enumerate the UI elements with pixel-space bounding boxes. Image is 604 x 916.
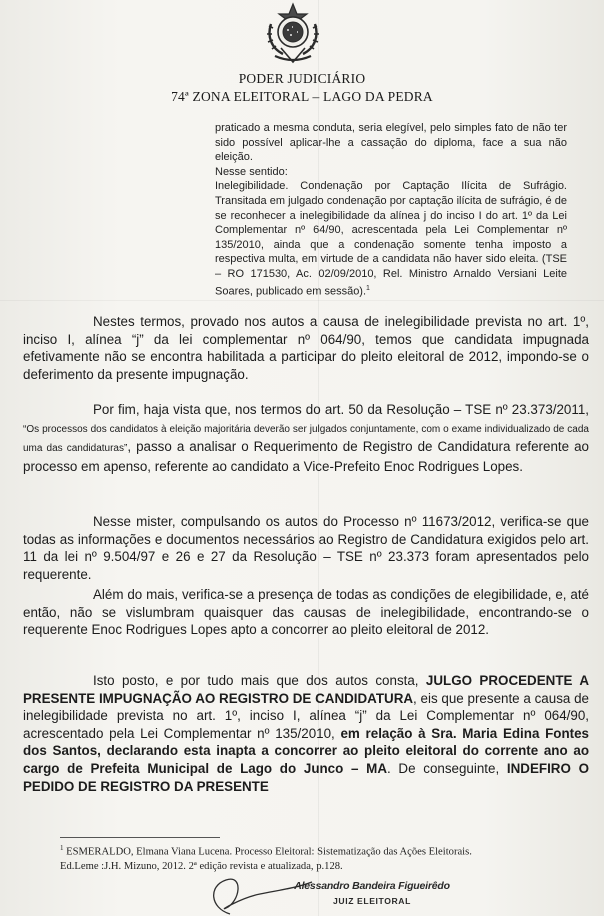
institution-heading: PODER JUDICIÁRIO — [238, 71, 366, 86]
electoral-zone-heading: 74ª ZONA ELEITORAL – LAGO DA PEDRA — [171, 89, 433, 104]
paragraph-text-part: Por fim, haja vista que, nos termos do art. 50 da Resolução – TSE nº 23.373/2011, — [93, 402, 589, 417]
ruling-bold: INDEFIRO O PEDIDO DE REGISTRO DA PRESENTE — [23, 760, 590, 794]
paragraph-text: Nesse mister, compulsando os autos do Processo nº 11673/2012, verifica-se que todas as informações e documentos necessários ao Registro de Candidatura exigidos pelo art. 11 da lei nº 9.504/97 e 26 e 27 da Resolução – TSE nº 23.373 foram apresentados pelo requerente. — [23, 514, 589, 582]
footnote-line — [60, 841, 580, 860]
quote-citation — [215, 179, 567, 298]
paragraph-process-review — [23, 513, 589, 583]
paragraph-text-part: , passo a analisar o Requerimento de Registro de Candidatura referente ao processo em apenso, referente ao candidato a Vice-Prefeito Enoc Rodrigues Lopes. — [23, 439, 589, 474]
footnote-ref: 1 — [366, 284, 370, 292]
paper-crease-horizontal — [0, 300, 604, 301]
paragraph-ruling — [23, 672, 589, 795]
ruling-bold: JULGO PROCEDENTE A PRESENTE IMPUGNAÇÃO AO REGISTRO DE CANDIDATURA — [23, 673, 589, 706]
paragraph-vice-mayor-analysis — [23, 401, 589, 475]
paragraph-text-part: . De conseguinte, — [387, 760, 507, 776]
quote-lead: Nesse sentido: — [215, 165, 288, 178]
footnote-line: Ed.Leme :J.H. Mizuno, 2012. 2ª edição revista e atualizada, p.128. — [60, 861, 343, 873]
coat-of-arms-icon — [259, 2, 327, 66]
paragraph-conclusion — [23, 313, 589, 383]
footnote-number: 1 — [60, 844, 64, 852]
paragraph-text-part: , eis que presente a causa de inelegibilidade prevista no art. 1º, inciso I, alínea “j” da Lei Complementar nº 064/90, acrescentado pela Lei Complementar nº 135/2010, — [23, 690, 589, 741]
paragraph-text-part: Isto posto, e por tudo mais que dos autos consta, — [93, 673, 426, 688]
paragraph-text: Além do mais, verifica-se a presença de todas as condições de elegibilidade, e, até então, não se vislumbram quaisquer das causas de inelegibilidade, encontrando-se o requerente Enoc Rodrigues Lopes apto a concorrer ao pleito eleitoral de 2012. — [23, 587, 589, 638]
judge-name: Alessandro Bandeira Figueirêdo — [294, 880, 450, 892]
paragraph-text: Nestes termos, provado nos autos a causa de inelegibilidade prevista no art. 1º, inciso I, alínea “j” da lei complementar nº 064/90, temos que candidata impugnada efetivamente não se encontra habilitada a participar do pleito eleitoral de 2012, impondo-se o deferimento da presente impugnação. — [23, 314, 589, 382]
ruling-bold: em relação à Sra. Maria Edina Fontes dos Santos, declarando esta inapta a concorrer ao pleito eleitoral do corrente ano ao cargo de Prefeita Municipal de Lago do Junco – MA — [23, 725, 589, 776]
footnote-text: ESMERALDO, Elmana Viana Lucena. Processo Eleitoral: Sistematização das Ações Eleitorais. — [63, 846, 472, 858]
footnote — [60, 841, 580, 875]
resolution-quote: “Os processos dos candidatos à eleição majoritária deverão ser julgados conjuntamente, com o exame individualizado de cada uma das candidaturas” — [23, 423, 589, 455]
footnote-divider — [60, 837, 220, 838]
judge-title: JUIZ ELEITORAL — [333, 896, 411, 906]
paragraph-text — [23, 401, 589, 475]
paragraph-eligibility — [23, 586, 589, 639]
quote-intro: praticado a mesma conduta, seria elegível, pelo simples fato de não ter sido possível aplicar-lhe a cassação do diploma, face a sua não eleição. — [215, 122, 567, 164]
quote-text: Inelegibilidade. Condenação por Captação Ilícita de Sufrágio. Transitada em julgado condenação por captação ilícita de sufrágio, é de se reconhecer a inelegibilidade da alínea j do inciso I do art. 1º da Lei Complementar nº 64/90, acrescentada pela Lei Complementar nº 135/2010, ainda que a condenação somente tenha imposto a respectiva multa, em virtude de a candidata não haver sido eleita. (TSE – RO 171530, Ac. 02/09/2010, Rel. Ministro Arnaldo Versiani Leite Soares, publicado em sessão). — [215, 180, 567, 298]
jurisprudence-quote — [215, 121, 567, 299]
paragraph-text — [23, 672, 589, 795]
handwritten-signature-icon — [200, 868, 320, 916]
